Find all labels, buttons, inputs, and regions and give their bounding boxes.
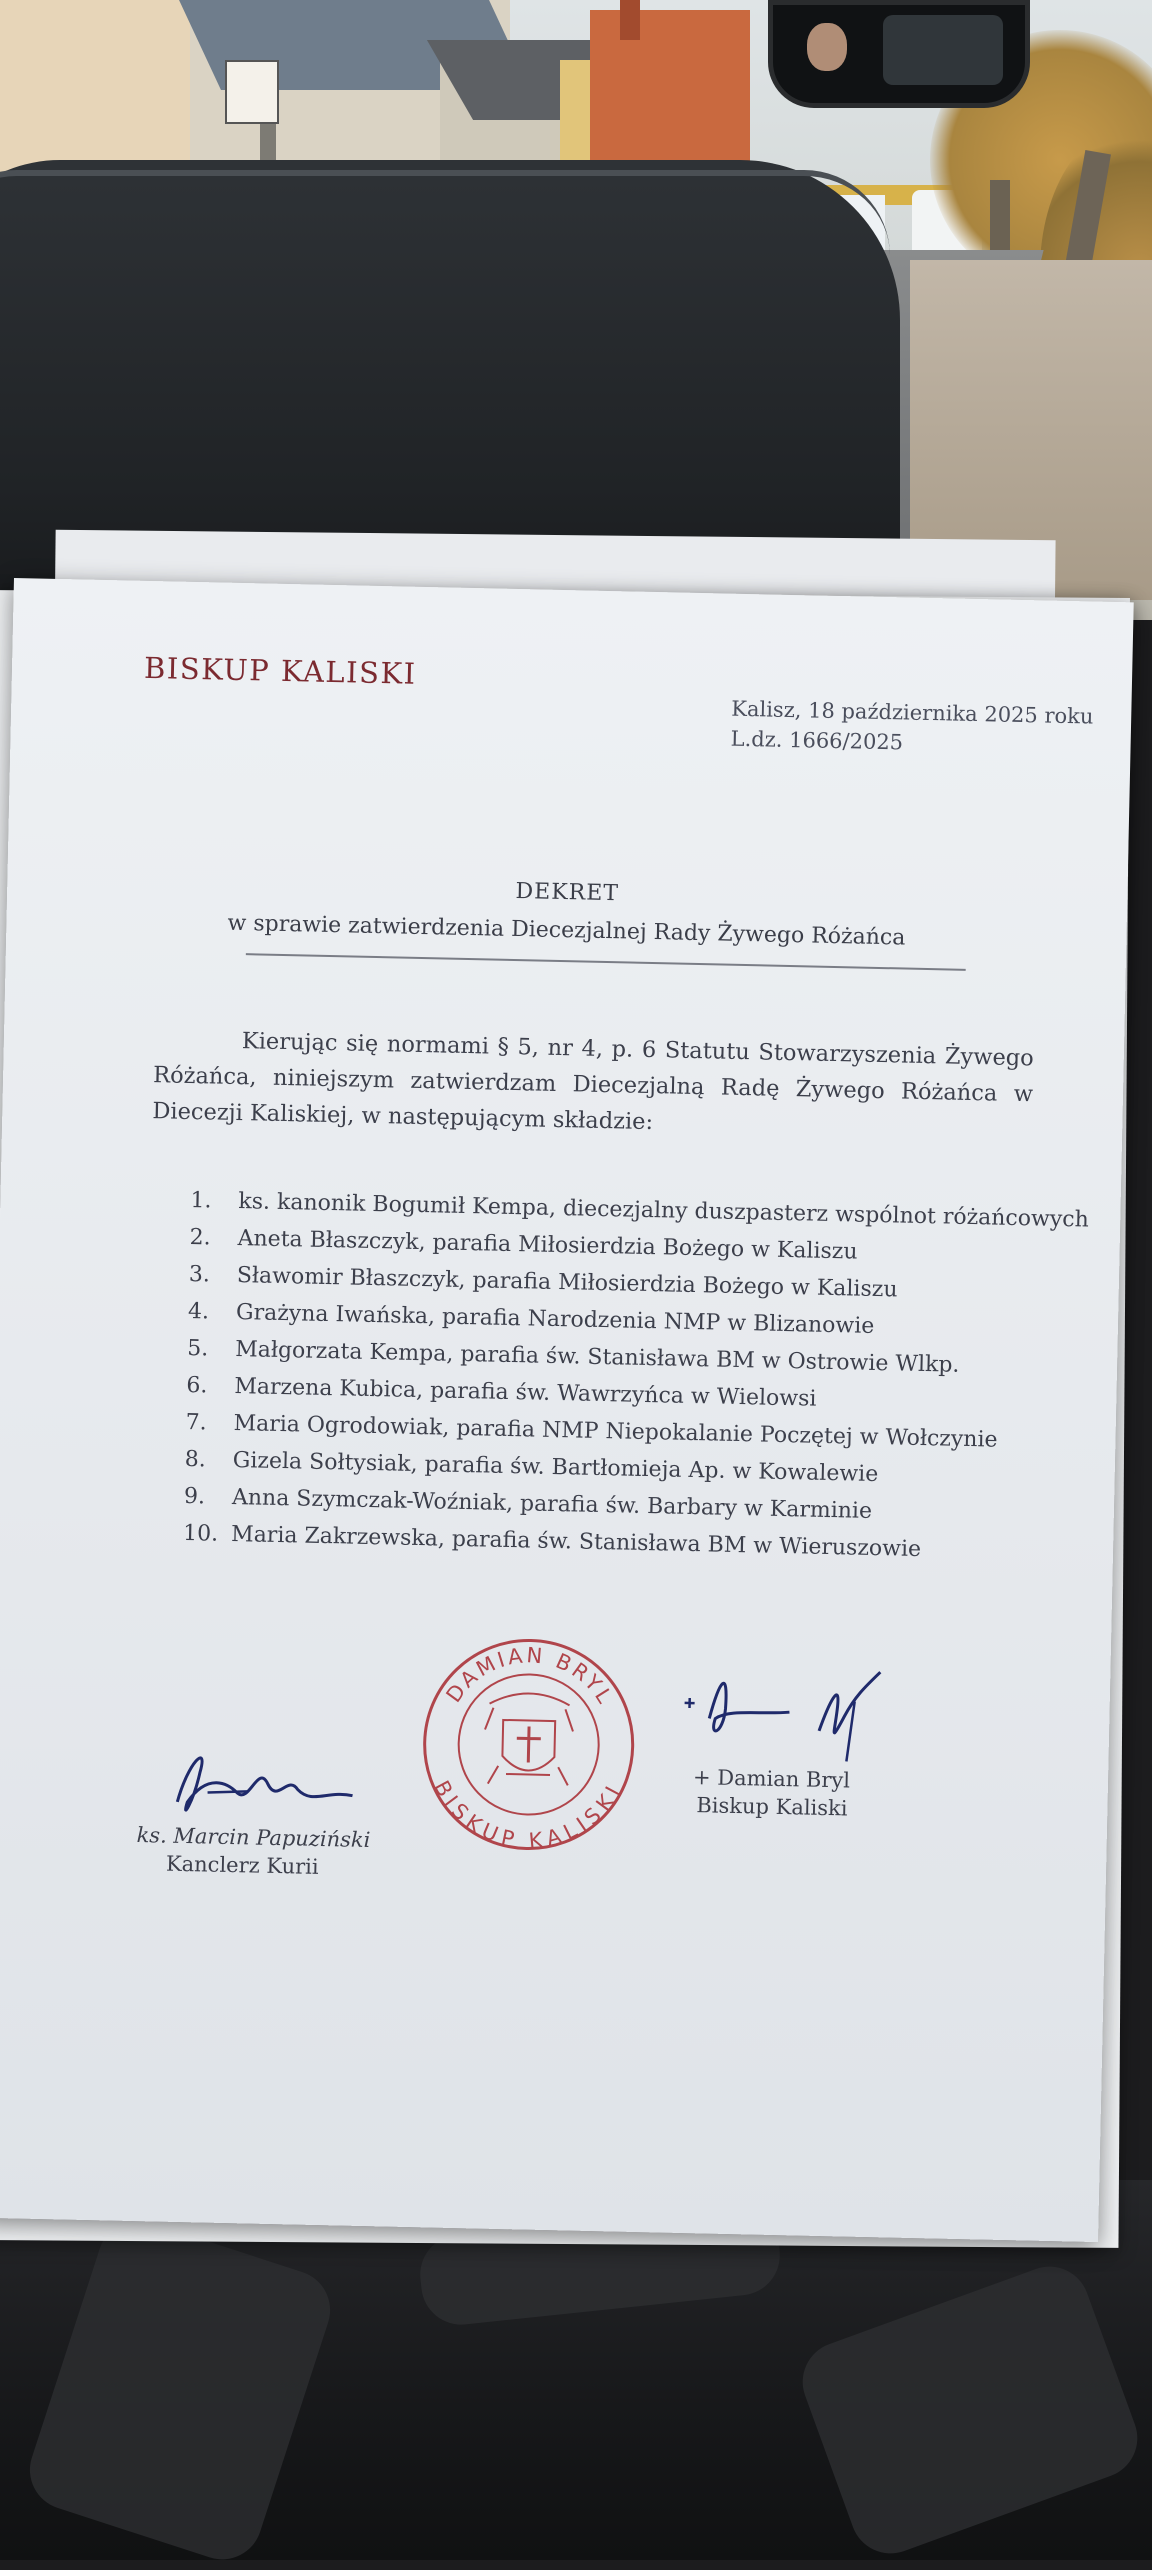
list-item-text: Aneta Błaszczyk, parafia Miłosierdzia Bożego w Kaliszu: [237, 1226, 858, 1265]
chancellor-name: ks. Marcin Papuziński: [136, 1822, 371, 1853]
list-item-text: Małgorzata Kempa, parafia św. Stanisława BM w Ostrowie Wlkp.: [234, 1337, 960, 1378]
list-item-number: 3.: [188, 1261, 211, 1288]
list-item-number: 1.: [190, 1188, 212, 1214]
list-item-text: Maria Zakrzewska, parafia św. Stanisława BM w Wieruszowie: [230, 1521, 922, 1563]
list-item-number: 7.: [185, 1409, 207, 1436]
list-item-number: 8.: [184, 1446, 207, 1473]
reference-number: L.dz. 1666/2025: [730, 726, 904, 755]
decree-title: DEKRET: [515, 879, 620, 907]
place-date: Kalisz, 18 października 2025 roku: [731, 696, 1094, 729]
members-list: [183, 1182, 1089, 1572]
title-underline: [246, 953, 966, 971]
rearview-mirror: [768, 0, 1030, 108]
list-item-text: Grażyna Iwańska, parafia Narodzenia NMP w Blizanowie: [235, 1300, 875, 1339]
chancellor-role: Kanclerz Kurii: [165, 1851, 319, 1879]
svg-text:BISKUP KALISKI: [428, 1776, 627, 1855]
list-item-number: 4.: [187, 1298, 210, 1325]
svg-text:DAMIAN BRYL: [441, 1641, 619, 1710]
document-meta: [730, 694, 1093, 762]
bishop-name: + Damian Bryl: [692, 1765, 851, 1793]
list-item-text: Anna Szymczak-Woźniak, parafia św. Barbary w Karminie: [231, 1484, 873, 1524]
list-item-number: 9.: [183, 1483, 206, 1510]
coat-of-arms-icon: [484, 1693, 574, 1786]
bishop-role: Biskup Kaliski: [696, 1793, 848, 1821]
list-item-number: 5.: [186, 1335, 209, 1362]
decree-subtitle: w sprawie zatwierdzenia Diecezjalnej Rady Żywego Różańca: [227, 910, 906, 951]
chancellor-signatory: [136, 1821, 371, 1882]
list-item-text: Gizela Sołtysiak, parafia św. Bartłomieja Ap. w Kowalewie: [232, 1447, 879, 1488]
seat-rim: [0, 170, 890, 256]
seal-top-text: DAMIAN BRYL: [441, 1643, 619, 1710]
list-item-text: ks. kanonik Bogumił Kempa, diecezjalny duszpasterz wspólnot różańcowych: [238, 1189, 1090, 1233]
bishop-signatory: [692, 1763, 850, 1822]
bishop-signature: [678, 1658, 920, 1773]
list-item-text: Marzena Kubica, parafia św. Wawrzyńca w Wielowsi: [234, 1374, 817, 1412]
list-item-number: 2.: [189, 1224, 211, 1251]
list-item-number: 6.: [186, 1372, 208, 1399]
letterhead: BISKUP KALISKI: [143, 650, 417, 691]
seal-bottom-text: BISKUP KALISKI: [429, 1776, 627, 1854]
decree-document: [0, 578, 1134, 2242]
list-item-number: 10.: [182, 1520, 219, 1547]
list-item-text: Maria Ogrodowiak, parafia NMP Niepokalanie Poczętej w Wołczynie: [233, 1410, 998, 1453]
decree-body: Kierując się normami § 5, nr 4, p. 6 Statutu Stowarzyszenia Żywego Różańca, niniejszym zatwierdzam Diecezjalną Radę Żywego Różańca w Diecezji Kaliskiej, w następującym składzie:: [152, 1028, 1035, 1136]
bishop-seal: [416, 1632, 641, 1857]
list-item-text: Sławomir Błaszczyk, parafia Miłosierdzia Bożego w Kaliszu: [236, 1263, 898, 1303]
